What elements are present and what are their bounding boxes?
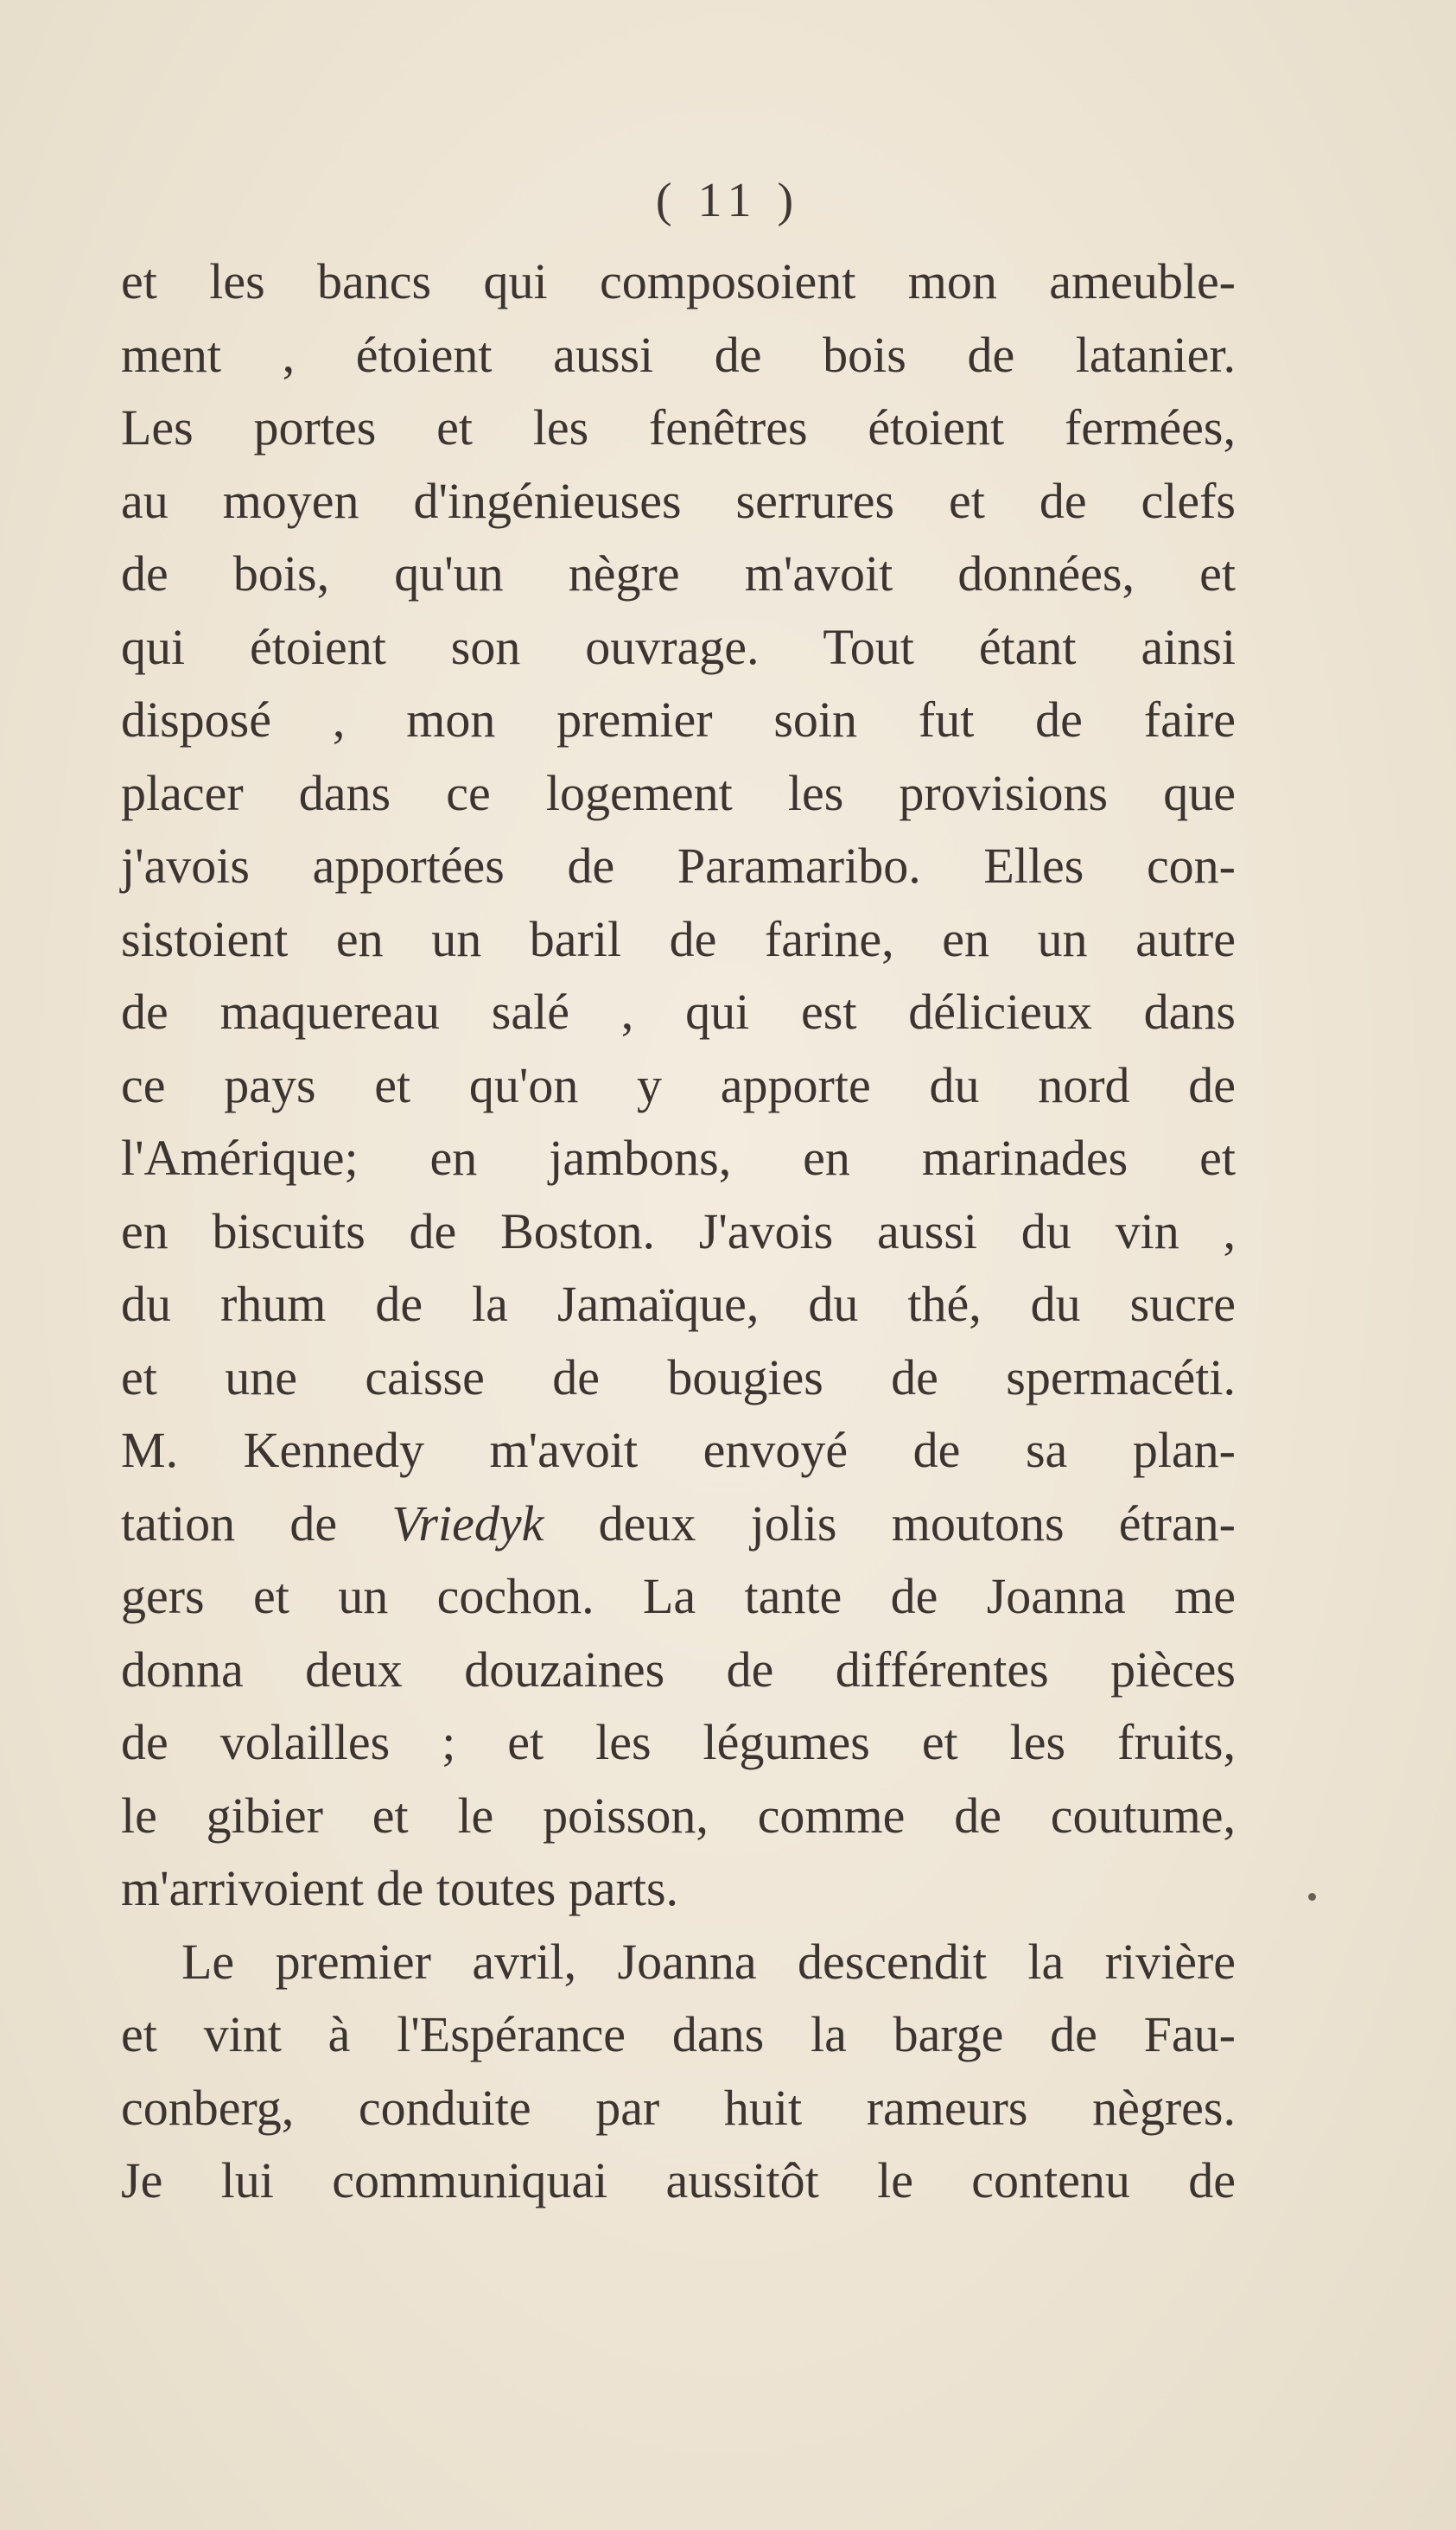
text-line-26: conberg, conduite par huit rameurs nègres. — [121, 2079, 1236, 2136]
text-line-17: M. Kennedy m'avoit envoyé de sa plan- — [121, 1422, 1236, 1478]
text-line-20: donna deux douzaines de différentes pièces — [121, 1641, 1236, 1698]
text-line-1: et les bancs qui composoient mon ameuble- — [121, 253, 1236, 309]
text-line-24: Le premier avril, Joanna descendit la rivière — [181, 1933, 1236, 1990]
text-line-6: qui étoient son ouvrage. Tout étant ainsi — [121, 618, 1236, 675]
paper-speck — [1308, 1893, 1316, 1901]
text-line-13: l'Amérique; en jambons, en marinades et — [121, 1130, 1236, 1186]
italic-place-name: Vriedyk — [391, 1494, 544, 1552]
text-line-14: en biscuits de Boston. J'avois aussi du vin , — [121, 1202, 1236, 1259]
text-line-3: Les portes et les fenêtres étoient fermées, — [121, 399, 1236, 456]
text-line-19: gers et un cochon. La tante de Joanna me — [121, 1568, 1236, 1624]
text-line-10: sistoient en un baril de farine, en un autre — [121, 910, 1236, 967]
text-line-9: j'avois apportées de Paramaribo. Elles con- — [121, 838, 1236, 894]
text-line-18-end: deux jolis moutons étran- — [544, 1494, 1236, 1552]
text-line-11: de maquereau salé , qui est délicieux dans — [121, 984, 1236, 1040]
text-line-25: et vint à l'Espérance dans la barge de Fau- — [121, 2006, 1236, 2062]
text-line-16: et une caisse de bougies de spermacéti. — [121, 1348, 1236, 1405]
text-line-27: Je lui communiquai aussitôt le contenu de — [121, 2152, 1236, 2208]
text-line-21: de volailles ; et les légumes et les fruits, — [121, 1714, 1236, 1770]
text-line-23: m'arrivoient de toutes parts. — [121, 1860, 679, 1916]
text-line-2: ment , étoient aussi de bois de latanier. — [121, 326, 1236, 383]
text-line-12: ce pays et qu'on y apporte du nord de — [121, 1056, 1236, 1113]
text-line-5: de bois, qu'un nègre m'avoit données, et — [121, 545, 1236, 602]
text-line-7: disposé , mon premier soin fut de faire — [121, 691, 1236, 748]
text-line-18 — [121, 1488, 1236, 1561]
text-line-4: au moyen d'ingénieuses serrures et de clefs — [121, 472, 1236, 529]
text-line-8: placer dans ce logement les provisions que — [121, 764, 1236, 821]
text-line-22: le gibier et le poisson, comme de coutume, — [121, 1787, 1236, 1844]
text-line-18-start: tation de — [121, 1494, 392, 1552]
text-line-15: du rhum de la Jamaïque, du thé, du sucre — [121, 1276, 1236, 1332]
body-text — [121, 245, 1236, 2218]
page-number-header: ( 11 ) — [655, 174, 801, 227]
